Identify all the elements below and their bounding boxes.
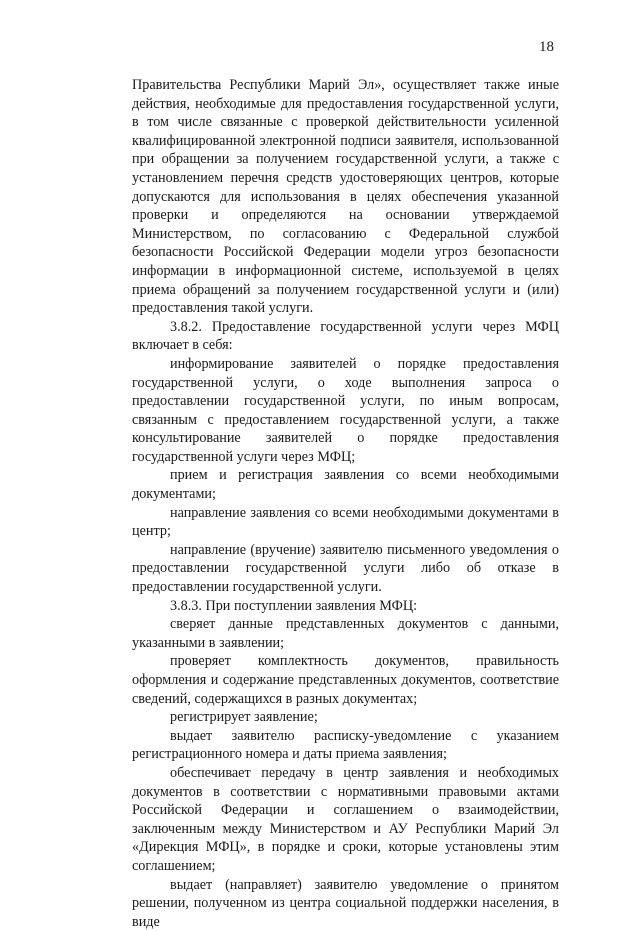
paragraph: обеспечивает передачу в центр заявления и необходимых документов в соответствии с нормативными правовыми актами Российской Федерации и соглашением о взаимодействии, заключенным между Министерством и АУ Республики Марий Эл «Дирекция МФЦ», в порядке и сроки, которые установлены этим соглашением; — [132, 764, 559, 874]
paragraph: информирование заявителей о порядке предоставления государственной услуги, о ходе выполнения запроса о предоставлении государственной услуги, по иным вопросам, связанным с предоставлением государственной услуги, а также консультирование заявителей о порядке предоставления государственной услуги через МФЦ; — [132, 355, 559, 465]
paragraph: направление заявления со всеми необходимыми документами в центр; — [132, 504, 559, 540]
page-number: 18 — [539, 39, 554, 55]
paragraph: направление (вручение) заявителю письменного уведомления о предоставлении государственной услуги либо об отказе в предоставлении государственной услуги. — [132, 541, 559, 596]
paragraph: регистрирует заявление; — [170, 709, 318, 726]
paragraph: 3.8.2. Предоставление государственной услуги через МФЦ включает в себя: — [132, 318, 559, 354]
paragraph: прием и регистрация заявления со всеми необходимыми документами; — [132, 467, 559, 503]
paragraph: Правительства Республики Марий Эл», осуществляет также иные действия, необходимые для предоставления государственной услуги, в том числе связанные с проверкой действительности усиленной квалифицированной электронной подписи заявителя, использованной при обращении за получением государственной услуги, а также с установлением перечня средств удостоверяющих центров, которые допускаются для использования в целях обеспечения указанной проверки и определяются на основании утверждаемой Министерством, по согласованию с Федеральной службой безопасности Российской Федерации модели угроз безопасности информации в информационной системе, используемой в целях приема обращений за получением государственной услуги и (или) предоставления такой услуги. — [132, 77, 559, 317]
document-body — [132, 76, 559, 931]
paragraph: выдает заявителю расписку-уведомление с указанием регистрационного номера и даты приема заявления; — [132, 727, 559, 763]
paragraph: выдает (направляет) заявителю уведомление о принятом решении, полученном из центра социальной поддержки населения, в виде — [132, 876, 559, 930]
paragraph: проверяет комплектность документов, правильность оформления и содержание представленных документов, соответствие сведений, содержащихся в разных документах; — [132, 653, 559, 707]
paragraph: 3.8.3. При поступлении заявления МФЦ: — [170, 597, 418, 614]
paragraph: сверяет данные представленных документов с данными, указанными в заявлении; — [132, 616, 559, 651]
